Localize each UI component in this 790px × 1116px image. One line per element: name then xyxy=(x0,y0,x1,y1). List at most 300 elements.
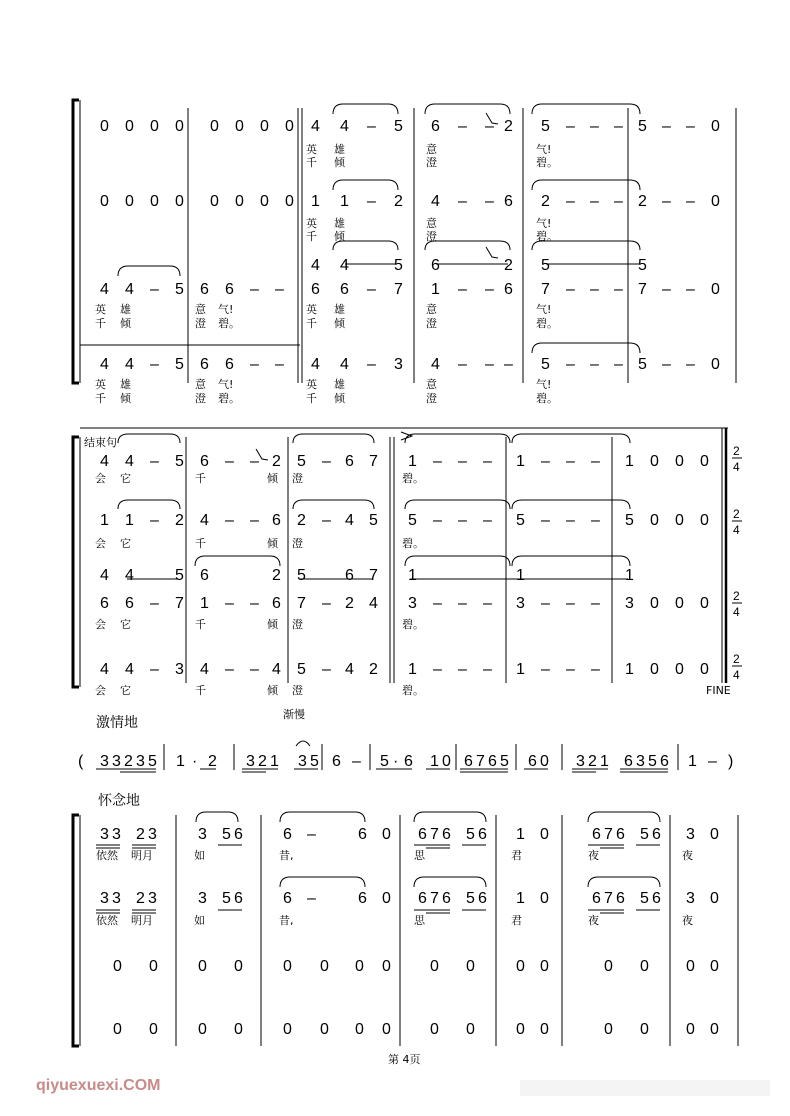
jianpu-note: 0 xyxy=(382,1021,391,1038)
jianpu-note: 7 xyxy=(369,453,378,470)
jianpu-note: 4 xyxy=(311,118,320,135)
jianpu-note: 0 xyxy=(650,512,659,529)
time-signature-bottom: 4 xyxy=(733,605,740,619)
jianpu-note: 4 xyxy=(125,453,134,470)
jianpu-note: 0 xyxy=(125,193,134,210)
jianpu-note: 3 xyxy=(198,826,207,843)
jianpu-note: 0 xyxy=(382,826,391,843)
jianpu-note: 7 xyxy=(541,281,550,298)
jianpu-note: 3 xyxy=(686,890,695,907)
jianpu-note: 2 xyxy=(394,193,403,210)
slur xyxy=(588,812,660,822)
jianpu-note: 0 xyxy=(700,453,709,470)
jianpu-note: 3 xyxy=(394,356,403,373)
jianpu-note: 0 xyxy=(149,958,158,975)
jianpu-note: 5 xyxy=(466,890,475,907)
time-signature-top: 2 xyxy=(733,444,740,458)
lyric-syllable: 它 xyxy=(120,537,131,550)
time-signature-bottom: 4 xyxy=(733,668,740,682)
jianpu-note: – xyxy=(686,281,695,298)
jianpu-note: 0 xyxy=(235,118,244,135)
jianpu-note: 5 xyxy=(394,118,403,135)
jianpu-note: – xyxy=(566,595,575,612)
jianpu-note: – xyxy=(433,595,442,612)
jianpu-note: 5 xyxy=(541,356,550,373)
jianpu-note: 0 xyxy=(540,958,549,975)
jianpu-note: 7 xyxy=(430,826,439,843)
lyric-syllable: 澄 xyxy=(195,392,206,405)
jianpu-note: 3 xyxy=(516,595,525,612)
jianpu-note: 6 xyxy=(616,826,625,843)
jianpu-note: 2 xyxy=(208,753,217,770)
jianpu-note: 5 xyxy=(175,356,184,373)
lyric-syllable: 雄 xyxy=(334,217,345,230)
jianpu-note: 7 xyxy=(369,567,378,584)
lyric-syllable: 会 xyxy=(95,537,106,550)
jianpu-note: 1 xyxy=(516,890,525,907)
jianpu-note: – xyxy=(458,118,467,135)
jianpu-note: – xyxy=(150,356,159,373)
jianpu-note: 0 xyxy=(516,1021,525,1038)
time-signature-top: 2 xyxy=(733,507,740,521)
jianpu-note: 0 xyxy=(710,1021,719,1038)
jianpu-note: 3 xyxy=(686,826,695,843)
lyric-syllable: 思 xyxy=(414,914,425,927)
jianpu-note: 0 xyxy=(320,958,329,975)
jianpu-note: 0 xyxy=(710,826,719,843)
jianpu-note: 3 xyxy=(148,826,157,843)
lyric-syllable: 会 xyxy=(95,472,106,485)
jianpu-note: 0 xyxy=(686,958,695,975)
jianpu-note: – xyxy=(250,595,259,612)
lyric-syllable: 澄 xyxy=(426,156,437,169)
jianpu-note: – xyxy=(566,356,575,373)
jianpu-note: 5 xyxy=(640,826,649,843)
jianpu-note: 0 xyxy=(710,890,719,907)
jianpu-note: – xyxy=(275,281,284,298)
jianpu-note: 6 xyxy=(234,890,243,907)
jianpu-note: 0 xyxy=(149,1021,158,1038)
jianpu-note: 6 xyxy=(125,595,134,612)
lyric-syllable: 思 xyxy=(414,849,425,862)
jianpu-note: 6 xyxy=(200,281,209,298)
jianpu-note: 6 xyxy=(345,567,354,584)
jianpu-note: – xyxy=(566,453,575,470)
jianpu-note: 0 xyxy=(285,118,294,135)
lyric-syllable: 倾 xyxy=(334,230,345,243)
jianpu-note: 1 xyxy=(431,281,440,298)
jianpu-note: 1 xyxy=(625,453,634,470)
jianpu-note: 3 xyxy=(136,753,145,770)
lyric-syllable: 它 xyxy=(120,618,131,631)
jianpu-note: – xyxy=(367,356,376,373)
time-signatures xyxy=(732,444,742,682)
jianpu-note: 1 xyxy=(600,753,609,770)
jianpu-note: – xyxy=(590,356,599,373)
jianpu-note: – xyxy=(591,453,600,470)
jianpu-note: 6 xyxy=(332,753,341,770)
jianpu-note: – xyxy=(150,512,159,529)
jianpu-note: 0 xyxy=(686,1021,695,1038)
jianpu-note: – xyxy=(150,595,159,612)
jianpu-note: – xyxy=(566,118,575,135)
jianpu-note: 6 xyxy=(418,890,427,907)
jianpu-note: 6 xyxy=(528,753,537,770)
jianpu-note: – xyxy=(662,193,671,210)
jianpu-note: – xyxy=(662,356,671,373)
lyric-syllable: 澄 xyxy=(292,472,303,485)
jianpu-note: 6 xyxy=(225,281,234,298)
lyric-syllable: 意 xyxy=(426,143,437,156)
jianpu-note: 1 xyxy=(270,753,279,770)
jianpu-note: 6 xyxy=(488,753,497,770)
jianpu-note: 6 xyxy=(200,356,209,373)
jianpu-note: 2 xyxy=(175,512,184,529)
jianpu-note: 4 xyxy=(125,281,134,298)
jianpu-note: · xyxy=(393,753,399,770)
jianpu-note: – xyxy=(367,281,376,298)
jianpu-note: 1 xyxy=(340,193,349,210)
lyric-syllable: 雄 xyxy=(334,143,345,156)
jianpu-note: 0 xyxy=(650,595,659,612)
jianpu-note: 0 xyxy=(355,958,364,975)
jianpu-note: – xyxy=(458,512,467,529)
lyric-syllable: 倾 xyxy=(267,537,278,550)
jianpu-note: 6 xyxy=(418,826,427,843)
jianpu-note: 4 xyxy=(125,356,134,373)
jianpu-note: – xyxy=(483,595,492,612)
jianpu-note: 6 xyxy=(311,281,320,298)
jianpu-note: 0 xyxy=(516,958,525,975)
lyric-syllable: 它 xyxy=(120,684,131,697)
jianpu-note: – xyxy=(275,356,284,373)
slur xyxy=(280,877,365,887)
jianpu-note: 0 xyxy=(283,1021,292,1038)
jianpu-note: 2 xyxy=(369,661,378,678)
jianpu-note: – xyxy=(590,118,599,135)
lyric-syllable: 夜 xyxy=(588,914,599,927)
jianpu-note: 5 xyxy=(408,512,417,529)
slur xyxy=(195,556,280,566)
jianpu-note: – xyxy=(367,118,376,135)
jianpu-note: 0 xyxy=(711,193,720,210)
jianpu-note: – xyxy=(307,890,316,907)
jianpu-note: – xyxy=(225,661,234,678)
jianpu-note: 5 xyxy=(541,257,550,274)
jianpu-note: 0 xyxy=(540,753,549,770)
jianpu-note: – xyxy=(458,356,467,373)
lyric-syllable: 英 xyxy=(95,303,106,316)
lyric-syllable: 千 xyxy=(195,472,206,485)
jianpu-note: 1 xyxy=(311,193,320,210)
jianpu-note: – xyxy=(458,595,467,612)
slur xyxy=(118,500,180,509)
jianpu-note: – xyxy=(433,453,442,470)
jianpu-note: 6 xyxy=(340,281,349,298)
jianpu-note: – xyxy=(458,661,467,678)
jianpu-note: – xyxy=(541,661,550,678)
jianpu-note: 3 xyxy=(625,595,634,612)
jianpu-note: 2 xyxy=(638,193,647,210)
lyric-syllable: 如 xyxy=(194,849,205,862)
jianpu-note: 2 xyxy=(541,193,550,210)
jianpu-note: 6 xyxy=(234,826,243,843)
jianpu-note: 5 xyxy=(175,281,184,298)
jianpu-note: – xyxy=(458,281,467,298)
lyric-syllable: 英 xyxy=(306,143,317,156)
jianpu-note: 2 xyxy=(258,753,267,770)
jianpu-note: 1 xyxy=(176,753,185,770)
jianpu-note: – xyxy=(322,512,331,529)
jianpu-note: – xyxy=(662,118,671,135)
slur xyxy=(118,266,180,276)
footer-band xyxy=(520,1080,770,1096)
jianpu-note: 6 xyxy=(225,356,234,373)
jianpu-note: – xyxy=(708,753,717,770)
jianpu-note: 5 xyxy=(638,257,647,274)
jianpu-note: 4 xyxy=(345,512,354,529)
jianpu-note: 3 xyxy=(112,753,121,770)
jianpu-note: 5 xyxy=(648,753,657,770)
lyric-syllable: 夜 xyxy=(682,914,693,927)
lyric-syllable: 会 xyxy=(95,684,106,697)
jianpu-note: 5 xyxy=(466,826,475,843)
slur xyxy=(425,104,510,114)
lyric-syllable: 碧。 xyxy=(218,392,240,405)
jianpu-note: 2 xyxy=(345,595,354,612)
jianpu-note: 6 xyxy=(504,281,513,298)
lyric-syllable: 君 xyxy=(511,849,522,862)
lyric-syllable: 千 xyxy=(306,392,317,405)
jianpu-note: – xyxy=(566,281,575,298)
jianpu-note: – xyxy=(614,356,623,373)
lyric-syllable: 倾 xyxy=(334,392,345,405)
jianpu-note: 0 xyxy=(430,958,439,975)
jianpu-note: 4 xyxy=(200,512,209,529)
jianpu-note: 6 xyxy=(478,826,487,843)
lyric-syllable: 夜 xyxy=(682,849,693,862)
jianpu-note: 5 xyxy=(638,118,647,135)
lyric-syllable: 碧。 xyxy=(536,230,558,243)
lyric-syllable: 昔, xyxy=(279,849,294,862)
lyric-syllable: 明月 xyxy=(131,849,153,862)
jianpu-note: 7 xyxy=(175,595,184,612)
lyric-syllable: 千 xyxy=(95,317,106,330)
jianpu-note: 0 xyxy=(382,958,391,975)
jianpu-note: 3 xyxy=(100,753,109,770)
slur xyxy=(405,500,510,509)
jianpu-note: 4 xyxy=(125,661,134,678)
jianpu-note: 4 xyxy=(340,118,349,135)
jianpu-note: 3 xyxy=(112,826,121,843)
lyric-syllable: 倾 xyxy=(334,317,345,330)
lyric-syllable: 澄 xyxy=(195,317,206,330)
jianpu-note: 3 xyxy=(100,890,109,907)
jianpu-note: – xyxy=(322,595,331,612)
jianpu-note: 0 xyxy=(640,958,649,975)
jianpu-note: 0 xyxy=(711,118,720,135)
lyric-syllable: 倾 xyxy=(120,317,131,330)
jianpu-note: 0 xyxy=(198,1021,207,1038)
slur xyxy=(296,741,310,746)
lyric-syllable: 千 xyxy=(195,537,206,550)
jianpu-note: 3 xyxy=(148,890,157,907)
lyric-syllable: 雄 xyxy=(120,303,131,316)
lyric-syllable: 夜 xyxy=(588,849,599,862)
jianpu-note: 0 xyxy=(125,118,134,135)
jianpu-note: 4 xyxy=(200,661,209,678)
lyric-syllable: 依然 xyxy=(96,849,118,862)
jianpu-note: 4 xyxy=(311,257,320,274)
jianpu-note: 6 xyxy=(431,118,440,135)
lyric-syllable: 昔, xyxy=(279,914,294,927)
jianpu-note: 1 xyxy=(430,753,439,770)
jianpu-note: 0 xyxy=(466,958,475,975)
lyric-syllable: 碧。 xyxy=(402,684,424,697)
jianpu-note: ) xyxy=(728,753,734,770)
jianpu-note: 0 xyxy=(175,118,184,135)
lyric-syllable: 倾 xyxy=(120,392,131,405)
jianpu-note: 4 xyxy=(431,193,440,210)
jianpu-note: – xyxy=(591,661,600,678)
jianpu-note: 6 xyxy=(283,826,292,843)
jianpu-note: – xyxy=(541,453,550,470)
jianpu-note: – xyxy=(483,661,492,678)
lyric-syllable: 倾 xyxy=(334,156,345,169)
jianpu-note: 1 xyxy=(200,595,209,612)
slur xyxy=(588,877,660,887)
lyric-syllable: 它 xyxy=(120,472,131,485)
jianpu-note: 5 xyxy=(297,567,306,584)
jianpu-note: 0 xyxy=(710,958,719,975)
jianpu-note: – xyxy=(614,118,623,135)
jianpu-note: 4 xyxy=(340,356,349,373)
jianpu-note: – xyxy=(322,453,331,470)
system-2-brace xyxy=(73,437,79,687)
lyric-syllable: 英 xyxy=(306,378,317,391)
lyric-syllable: 如 xyxy=(194,914,205,927)
jianpu-note: 6 xyxy=(478,890,487,907)
jianpu-note: – xyxy=(250,453,259,470)
lyric-syllable: 碧。 xyxy=(402,472,424,485)
slur xyxy=(532,343,640,353)
jianpu-note: ( xyxy=(78,753,84,770)
slur xyxy=(333,180,398,190)
jianpu-note: – xyxy=(590,193,599,210)
jianpu-note: 0 xyxy=(150,118,159,135)
page-number: 第 4页 xyxy=(388,1053,421,1066)
jianpu-note: 6 xyxy=(652,890,661,907)
ritardando-label: 渐慢 xyxy=(283,708,305,721)
jianpu-note: – xyxy=(566,661,575,678)
jianpu-note: 6 xyxy=(431,257,440,274)
jianpu-note: 0 xyxy=(675,661,684,678)
jianpu-note: 0 xyxy=(198,958,207,975)
slur xyxy=(532,180,640,190)
jianpu-note: 1 xyxy=(516,826,525,843)
lyric-syllable: 会 xyxy=(95,618,106,631)
jianpu-note: – xyxy=(590,281,599,298)
jianpu-note: 4 xyxy=(100,281,109,298)
jianpu-note: – xyxy=(483,453,492,470)
lyric-syllable: 碧。 xyxy=(402,618,424,631)
lyric-syllable: 君 xyxy=(511,914,522,927)
lyric-syllable: 依然 xyxy=(96,914,118,927)
jianpu-note: 0 xyxy=(382,890,391,907)
jianpu-note: – xyxy=(322,661,331,678)
lyric-syllable: 澄 xyxy=(292,684,303,697)
jianpu-note: 1 xyxy=(516,453,525,470)
jianpu-note: 6 xyxy=(660,753,669,770)
jianpu-note: 2 xyxy=(136,890,145,907)
watermark: qiyuexuexi.COM xyxy=(36,1077,161,1094)
jianpu-note: – xyxy=(541,595,550,612)
lyric-syllable: 千 xyxy=(195,618,206,631)
lyric-syllable: 明月 xyxy=(131,914,153,927)
jianpu-note: 0 xyxy=(430,1021,439,1038)
jianpu-note: 1 xyxy=(125,512,134,529)
jianpu-note: – xyxy=(367,193,376,210)
jianpu-note: – xyxy=(225,595,234,612)
jianpu-note: 5 xyxy=(625,512,634,529)
slur xyxy=(405,434,510,443)
jianpu-note: 1 xyxy=(625,661,634,678)
jianpu-note: 4 xyxy=(369,595,378,612)
jianpu-note: – xyxy=(662,281,671,298)
lyric-syllable: 澄 xyxy=(292,537,303,550)
jianpu-note: – xyxy=(150,453,159,470)
jianpu-note: 1 xyxy=(408,661,417,678)
lyric-syllable: 碧。 xyxy=(536,392,558,405)
lyric-syllable: 倾 xyxy=(267,684,278,697)
lyric-syllable: 气! xyxy=(536,303,552,316)
lyric-syllable: 气! xyxy=(536,378,552,391)
lyric-syllable: 碧。 xyxy=(536,156,558,169)
jianpu-note: 0 xyxy=(640,1021,649,1038)
jianpu-note: 5 xyxy=(222,826,231,843)
jianpu-note: 6 xyxy=(345,453,354,470)
jianpu-note: 0 xyxy=(283,958,292,975)
slur xyxy=(425,241,510,250)
jianpu-note: 3 xyxy=(636,753,645,770)
jianpu-note: – xyxy=(150,661,159,678)
slur xyxy=(280,812,365,822)
jianpu-note: 6 xyxy=(592,826,601,843)
jianpu-note: 6 xyxy=(200,453,209,470)
jianpu-note: 2 xyxy=(588,753,597,770)
jianpu-note: 6 xyxy=(624,753,633,770)
jianpu-note: 3 xyxy=(408,595,417,612)
ending-phrase-label: 结束句 xyxy=(84,436,117,449)
jianpu-note: 4 xyxy=(311,356,320,373)
jianpu-note: 0 xyxy=(210,193,219,210)
jianpu-note: 5 xyxy=(541,118,550,135)
jianpu-note: 4 xyxy=(431,356,440,373)
slur xyxy=(293,434,374,443)
jianpu-note: 3 xyxy=(298,753,307,770)
jianpu-note: 1 xyxy=(100,512,109,529)
jianpu-note: 4 xyxy=(272,661,281,678)
tempo-mark-passionate: 激情地 xyxy=(96,715,138,731)
slur xyxy=(333,104,398,114)
lyric-syllable: 澄 xyxy=(426,317,437,330)
jianpu-note: 1 xyxy=(625,567,634,584)
jianpu-note: – xyxy=(566,512,575,529)
slur xyxy=(532,104,640,114)
lyric-syllable: 雄 xyxy=(334,378,345,391)
jianpu-note: 0 xyxy=(540,890,549,907)
tempo-mark-nostalgic: 怀念地 xyxy=(98,793,140,809)
